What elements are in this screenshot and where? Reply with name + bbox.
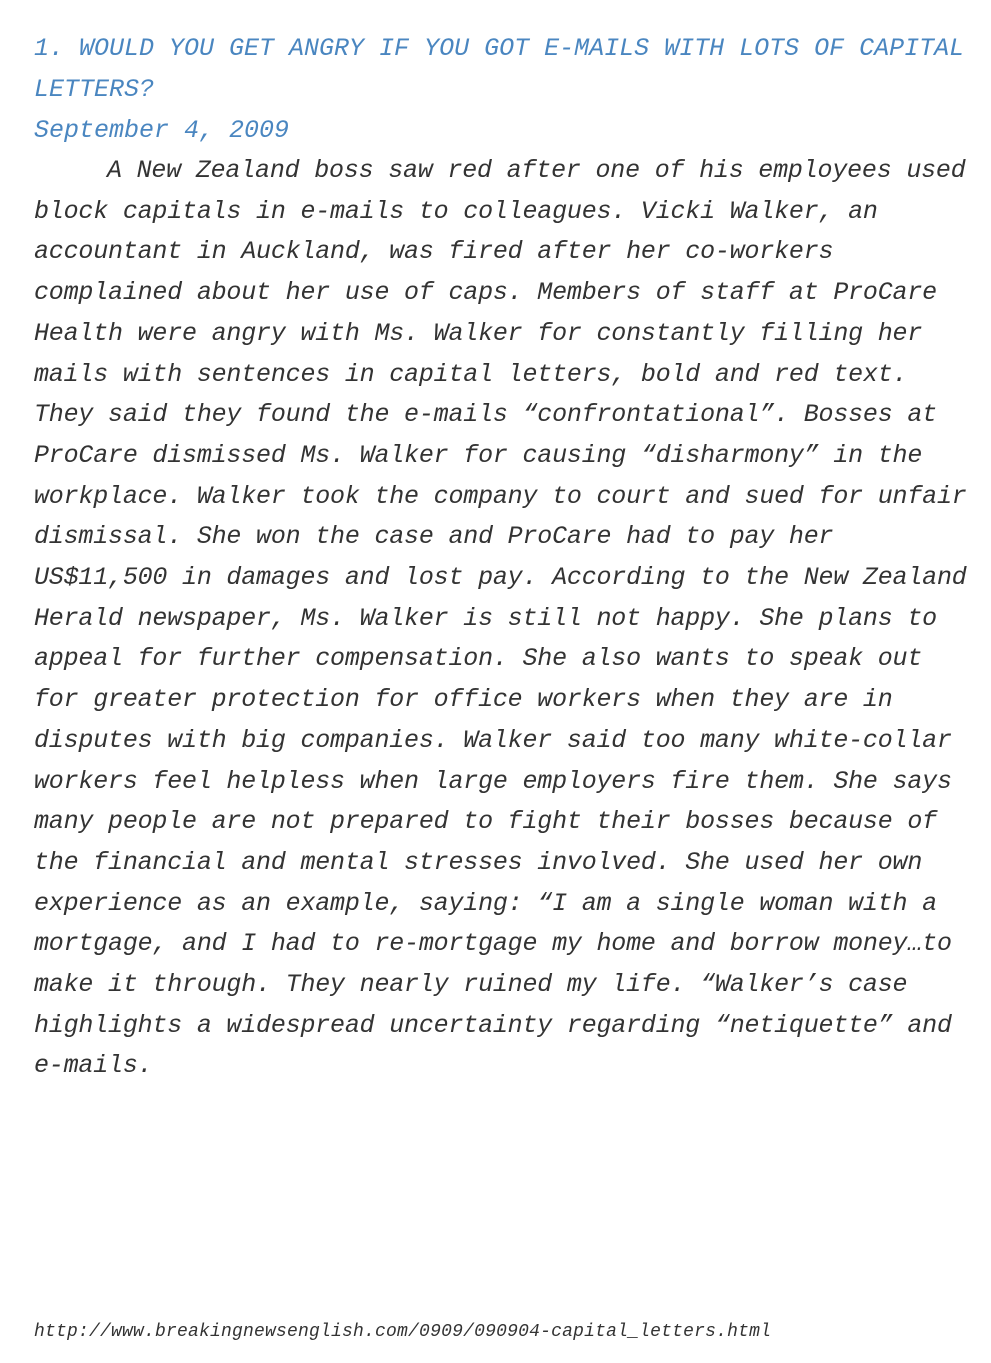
article-body: A New Zealand boss saw red after one of his employees used block capitals in e-mails to colleagues. Vicki Walker, an accountant in Auckland, was fired after her co-workers complained about her use of caps. Members of staff at ProCare Health were angry with Ms. Walker for constantly filling her mails with sentences in capital letters, bold and red text. They said they found the e-mails “confrontational”. Bosses at ProCare dismissed Ms. Walker for causing “disharmony” in the workplace. Walker took the company to court and sued for unfair dismissal. She won the case and ProCare had to pay her US$11,500 in damages and lost pay. According to the New Zealand Herald newspaper, Ms. Walker is still not happy. She plans to appeal for further compensation. She also wants to speak out for greater protection for office workers when they are in disputes with big companies. Walker said too many white-collar workers feel helpless when large employers fire them. She says many people are not prepared to fight their bosses because of the financial and mental stresses involved. She used her own experience as an example, saying: “I am a single woman with a mortgage, and I had to re-mortgage my home and borrow money…to make it through. They nearly ruined my life. “Walker’s case highlights a widespread uncertainty regarding “netiquette” and e-mails.	[34, 156, 967, 1081]
document-page	[34, 28, 969, 1087]
article-date: September 4, 2009	[34, 116, 290, 145]
article-title: 1. WOULD YOU GET ANGRY IF YOU GOT E-MAILS WITH LOTS OF CAPITAL LETTERS?	[34, 34, 965, 104]
source-url: http://www.breakingnewsenglish.com/0909/090904-capital_letters.html	[34, 1322, 772, 1342]
